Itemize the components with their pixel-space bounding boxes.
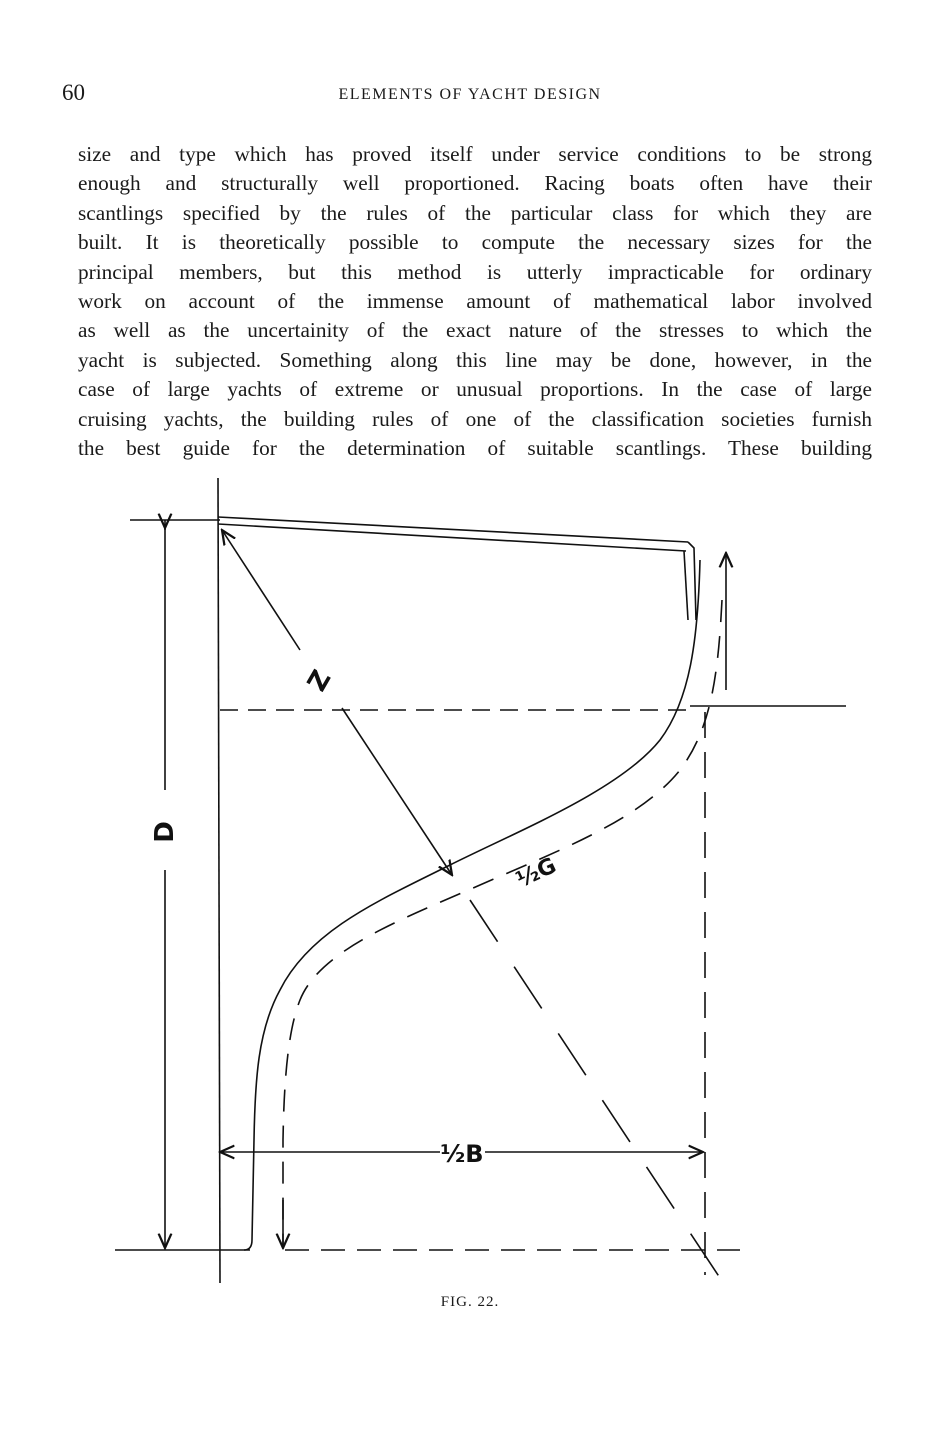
label-depth: D	[150, 821, 180, 843]
girth-diagonal-upper	[222, 530, 300, 650]
page-number: 60	[62, 80, 85, 105]
text-line: principal members, but this method is utterly impracticable for ordinary	[78, 259, 872, 284]
topside-inner	[684, 551, 688, 620]
dashed-diagonal	[470, 900, 720, 1278]
text-line: yacht is subjected. Something along this line may be done, however, in the	[78, 347, 872, 372]
figure-caption: FIG. 22.	[440, 1294, 500, 1310]
label-z: Z	[302, 665, 338, 697]
text-line: case of large yachts of extreme or unusual proportions. In the case of large	[78, 377, 872, 402]
label-half-girth: ½G	[512, 853, 561, 894]
girth-diagonal-lower	[342, 708, 452, 875]
text-line: cruising yachts, the building rules of one of the classification societies furnish	[78, 406, 872, 431]
inner-dashed-curve	[283, 600, 722, 1245]
topside	[688, 542, 696, 620]
running-title: ELEMENTS OF YACHT DESIGN	[338, 86, 602, 103]
centerline	[218, 478, 220, 1283]
label-half-beam: ½B	[440, 1140, 484, 1168]
text-line: built. It is theoretically possible to compute the necessary sizes for the	[78, 230, 872, 255]
text-line: work on account of the immense amount of mathematical labor involved	[78, 288, 872, 313]
text-line: the best guide for the determination of suitable scantlings. These building	[78, 435, 872, 460]
text-line: size and type which has proved itself under service conditions to be strong	[78, 142, 872, 166]
text-line: scantlings specified by the rules of the particular class for which they are	[78, 200, 872, 225]
text-line: as well as the uncertainity of the exact nature of the stresses to which the	[78, 318, 872, 343]
text-line: enough and structurally well proportioned. Racing boats often have their	[78, 171, 872, 196]
